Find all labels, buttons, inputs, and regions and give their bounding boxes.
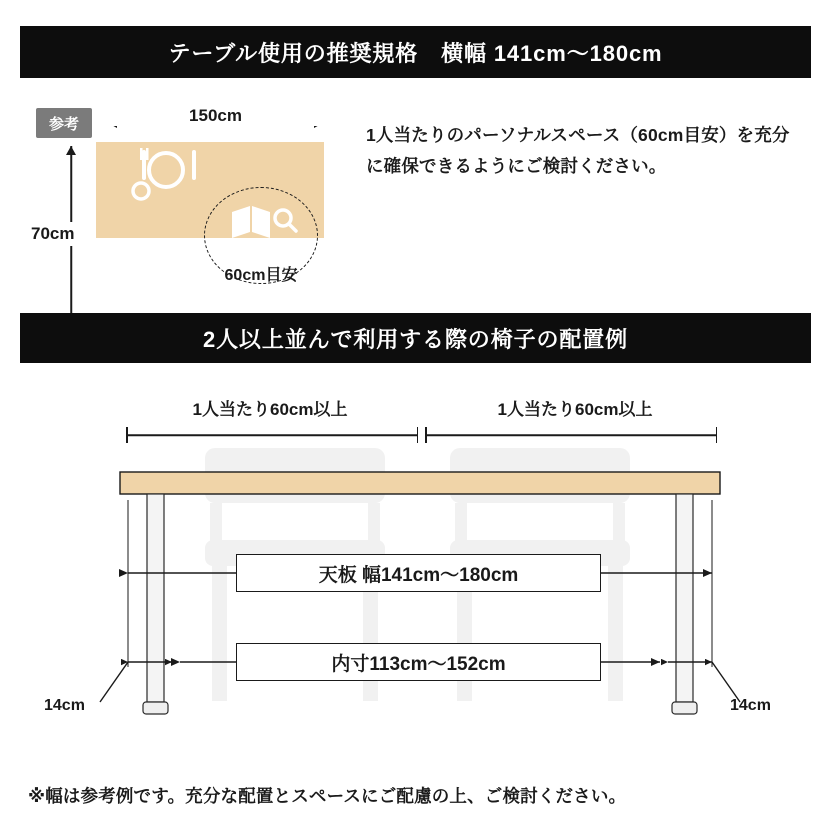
knife-icon [192,150,196,180]
inner-dimension-label: 内寸113cm〜152cm [331,653,506,675]
top-dimension-label: 天板 幅141cm〜180cm [318,564,519,586]
personal-space-label: 60cm目安 [224,267,298,284]
banner-recommended-spec [20,26,811,78]
chair-backpost [613,503,625,543]
depth-label: 70cm [28,222,77,246]
fork-tine-icon [140,148,143,160]
leg-offset-label-left: 14cm [44,697,85,714]
reference-badge-label: 参考 [48,115,79,133]
seat-width-label-left: 1人当たり60cm以上 [192,400,348,419]
personal-space-description: 1人当たりのパーソナルスペース（60cm目安）を充分に確保できるようにご検討ください。 [366,125,790,177]
leader-line-left [100,662,128,702]
fork-icon [142,150,146,180]
leader-line-right [712,662,740,702]
width-label: 150cm [108,106,323,126]
banner-middle-text: 2人以上並んで利用する際の椅子の配置例 [203,326,628,352]
banner-top-text: テーブル使用の推奨規格 横幅 141cm〜180cm [168,40,663,66]
inner-dimension-box [236,643,601,681]
table-leg-left [147,494,164,702]
table-top-board [120,472,720,494]
fork-tine-icon [146,148,149,160]
chair-backpost [455,503,467,543]
seat-width-label-right: 1人当たり60cm以上 [497,400,653,419]
chair-leg [212,566,227,701]
chair-backpost [368,503,380,543]
table-foot-right [672,702,697,714]
leg-offset-label-right: 14cm [730,697,771,714]
chair-backpost [210,503,222,543]
chair-layout-section [0,375,831,755]
table-foot-left [143,702,168,714]
banner-chair-layout [20,313,811,363]
table-leg-right [676,494,693,702]
footnote-text: ※幅は参考例です。充分な配置とスペースにご配慮の上、ご検討ください。 [28,786,627,806]
chair-leg [608,566,623,701]
top-dimension-box [236,554,601,592]
reference-diagram-section [0,90,831,300]
